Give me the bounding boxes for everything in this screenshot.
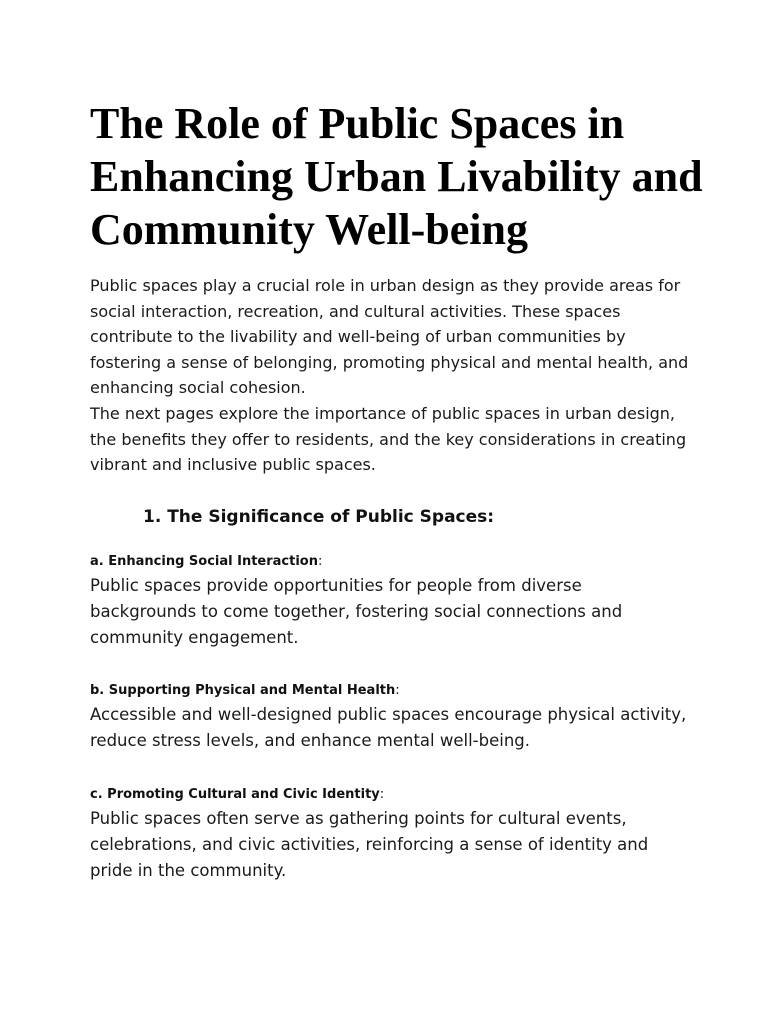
subsection-title [90,682,690,700]
intro-paragraph: The next pages explore the importance of public spaces in urban design, the benefits they offer to residents, and the key considerations in creating vibrant and inclusive public spaces. [90,403,687,475]
subsection-physical-mental-health [90,682,690,754]
subsection-text: Public spaces provide opportunities for people from diverse backgrounds to come together, fostering social connections and community engagement. [90,576,623,647]
subsection-title [90,553,690,571]
subsection-text: Public spaces often serve as gathering points for cultural events, celebrations, and civic activities, reinforcing a sense of identity and pride in the community. [90,809,649,880]
subsection-colon: : [317,554,323,569]
subsection-title-text: a. Enhancing Social Interaction [90,554,318,569]
section-heading: 1. The Significance of Public Spaces: [143,507,495,527]
subsection-title-text: b. Supporting Physical and Mental Health [90,683,396,698]
subsection-text: Accessible and well-designed public spaces encourage physical activity, reduce stress levels, and enhance mental well-being. [90,705,687,750]
subsection-social-interaction [90,553,690,651]
subsection-title [90,786,690,804]
subsection-colon: : [395,683,400,698]
intro-paragraph: Public spaces play a crucial role in urban design as they provide areas for social interaction, recreation, and cultural activities. These spaces contribute to the livability and well-being of urban communities by fostering a sense of belonging, promoting physical and mental health, and enhancing social cohesion. [90,276,689,398]
document-title: The Role of Public Spaces in Enhancing Urban Livability and Community Well-being [90,99,703,254]
subsection-colon: : [379,787,385,802]
intro-section [90,273,690,478]
subsection-cultural-civic-identity [90,786,690,884]
subsection-title-text: c. Promoting Cultural and Civic Identity [90,787,380,802]
